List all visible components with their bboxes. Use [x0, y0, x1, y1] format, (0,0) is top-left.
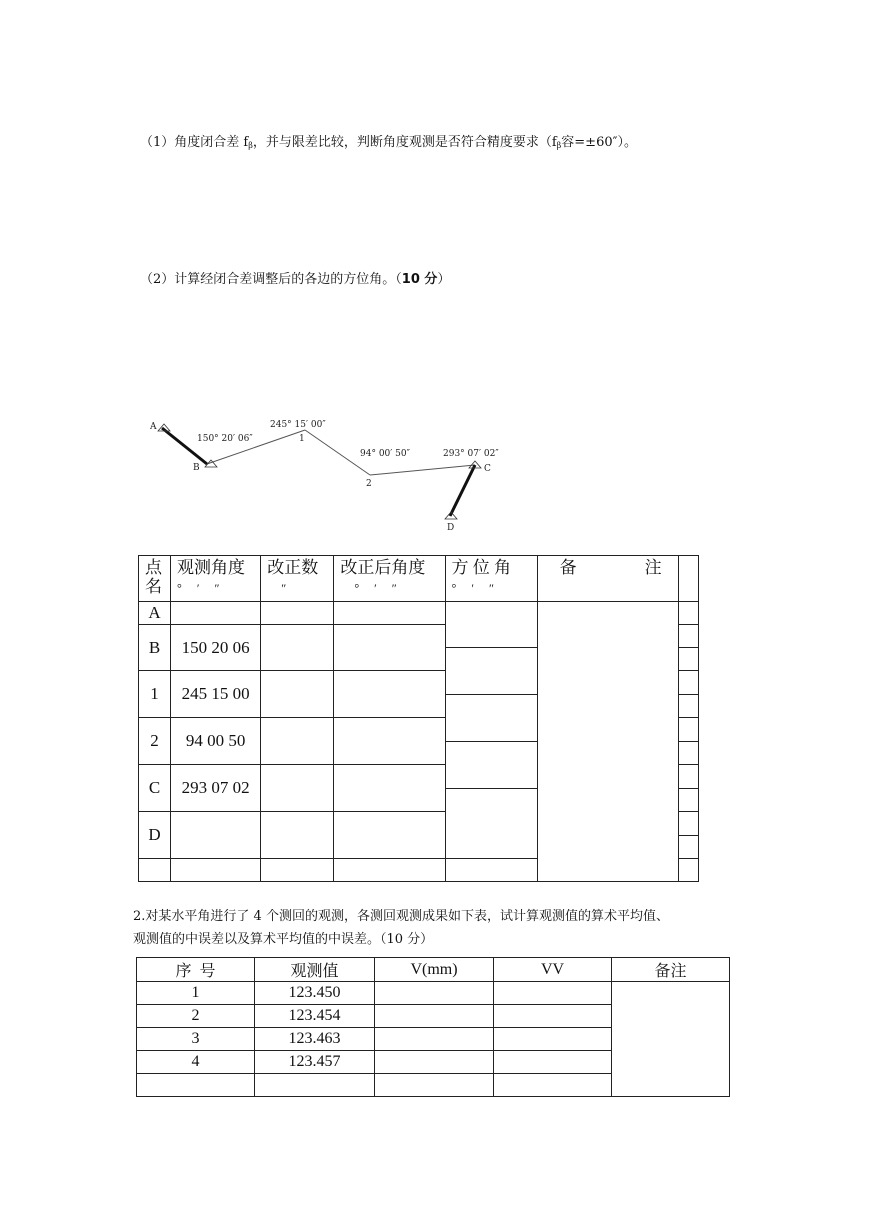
index-cell: 1 — [137, 982, 255, 1005]
label-angle-1: 245° 15′ 00″ — [270, 420, 326, 430]
point-cell: C — [139, 765, 171, 812]
question-2 — [140, 268, 450, 287]
label-point-c: C — [484, 464, 491, 474]
value-cell: 123.450 — [255, 982, 375, 1005]
header-vv: VV — [494, 958, 612, 982]
label-point-2: 2 — [366, 479, 372, 489]
angle-cell: 293 07 02 — [171, 765, 261, 812]
header-observed-value: 观测值 — [255, 958, 375, 982]
label-angle-b: 150° 20′ 06″ — [197, 434, 253, 444]
header-correction: 改正数 ″ — [261, 556, 334, 602]
angle-cell — [171, 602, 261, 625]
label-point-b: B — [193, 463, 200, 473]
index-cell: 2 — [137, 1005, 255, 1028]
label-angle-2: 94° 00′ 50″ — [360, 449, 410, 459]
q2-text: （2）计算经闭合差调整后的各边的方位角。（ — [140, 272, 402, 287]
q1-middle: ，并与限差比较，判断角度观测是否符合精度要求（f — [252, 135, 557, 150]
header-remarks: 备注 — [612, 958, 730, 982]
q2-score: 10 分 — [401, 272, 438, 287]
label-angle-c: 293° 07′ 02″ — [443, 449, 499, 459]
header-index: 序 号 — [137, 958, 255, 982]
index-cell: 4 — [137, 1051, 255, 1074]
q2-end: ） — [437, 272, 451, 287]
table2-header-row — [137, 958, 730, 982]
q3-line-1: 2.对某水平角进行了 4 个测回的观测，各测回观测成果如下表，试计算观测值的算术平均值、 — [133, 909, 669, 924]
remarks-cell — [612, 982, 730, 1097]
label-point-a: A — [150, 422, 157, 432]
q1-subscript-2: β — [556, 141, 562, 150]
label-point-1: 1 — [299, 434, 305, 444]
q1-prefix: （1）角度闭合差 f — [140, 135, 249, 150]
table1-header-row — [139, 556, 699, 602]
q1-suffix: 容=±60″）。 — [561, 135, 637, 150]
value-cell: 123.457 — [255, 1051, 375, 1074]
angle-table — [138, 555, 699, 882]
label-point-d: D — [447, 523, 455, 533]
point-cell: D — [139, 812, 171, 859]
line-c-d — [450, 465, 475, 516]
header-observed-angle: 观测角度 ° ′ ″ — [171, 556, 261, 602]
table-row — [137, 982, 730, 1005]
question-3 — [133, 905, 669, 951]
header-v: V(mm) — [375, 958, 494, 982]
value-cell: 123.454 — [255, 1005, 375, 1028]
header-remarks: 备 注 — [537, 556, 678, 602]
header-point-name: 点 名 — [139, 556, 171, 602]
point-cell: 1 — [139, 671, 171, 718]
angle-cell — [171, 812, 261, 859]
q1-subscript: β — [248, 141, 253, 150]
value-cell: 123.463 — [255, 1028, 375, 1051]
point-cell: B — [139, 625, 171, 671]
line-2-c — [370, 465, 475, 475]
angle-cell: 245 15 00 — [171, 671, 261, 718]
index-cell: 3 — [137, 1028, 255, 1051]
question-1 — [140, 131, 637, 150]
q3-line-2: 观测值的中误差以及算术平均值的中误差。（10 分） — [133, 932, 434, 947]
angle-cell: 150 20 06 — [171, 625, 261, 671]
observation-table — [136, 957, 730, 1097]
header-azimuth: 方 位 角 ° ′ ″ — [445, 556, 537, 602]
header-blank — [678, 556, 698, 602]
table-row — [139, 602, 699, 625]
point-cell: 2 — [139, 718, 171, 765]
traverse-diagram — [0, 405, 560, 535]
angle-cell: 94 00 50 — [171, 718, 261, 765]
point-cell: A — [139, 602, 171, 625]
header-corrected-angle: 改正后角度 ° ′ ″ — [334, 556, 445, 602]
remarks-cell — [537, 602, 678, 882]
